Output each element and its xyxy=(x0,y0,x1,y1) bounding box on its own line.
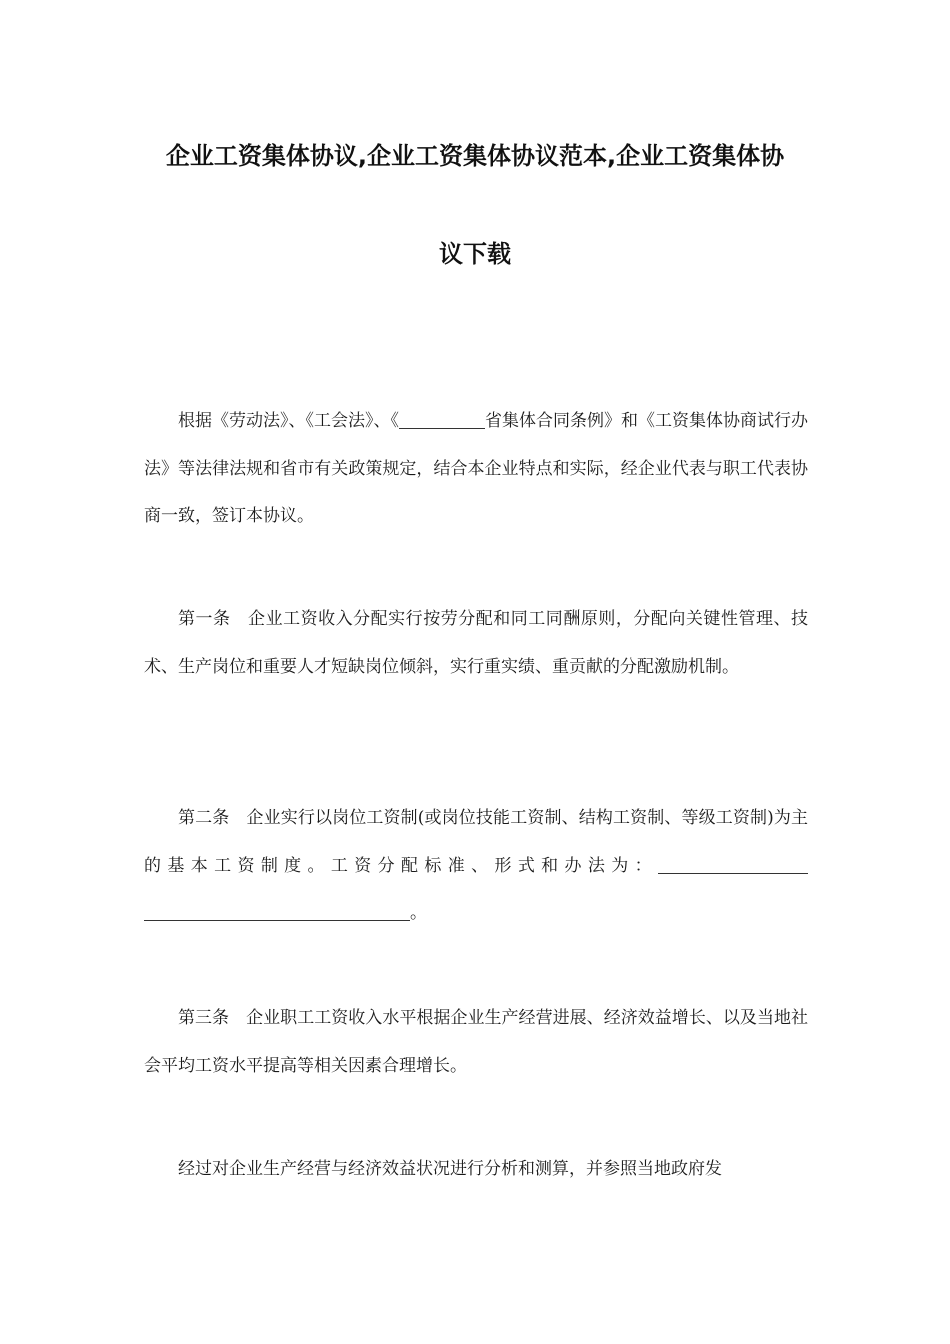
document-title-line-2: 议下载 xyxy=(439,240,511,268)
document-title-line-1: 企业工资集体协议,企业工资集体协议范本,企业工资集体协 xyxy=(165,142,785,170)
preamble-paragraph xyxy=(144,398,808,541)
article-2-end-punct: 。 xyxy=(410,903,427,923)
province-name-blank xyxy=(399,411,485,429)
wage-analysis-paragraph: 经过对企业生产经营与经济效益状况进行分析和测算，并参照当地政府发 xyxy=(178,1159,722,1179)
preamble-text-before-blank: 根据《劳动法》、《工会法》、《 xyxy=(178,411,399,431)
article-2-text: 第二条 企业实行以岗位工资制(或岗位技能工资制、结构工资制、等级工资制)为主的基本工资制度。工资分配标准、形式和办法为： xyxy=(144,808,808,876)
wage-method-blank-1 xyxy=(658,856,808,874)
preamble-text-after-blank: 省集体合同条例》和《工资集体协商试行办法》等法律法规和省市有关政策规定，结合本企业特点和实际，经企业代表与职工代表协商一致，签订本协议。 xyxy=(144,411,808,526)
wage-method-blank-2 xyxy=(144,903,410,921)
article-2-paragraph xyxy=(144,795,808,938)
article-1-paragraph: 第一条 企业工资收入分配实行按劳分配和同工同酬原则，分配向关键性管理、技术、生产岗位和重要人才短缺岗位倾斜，实行重实绩、重贡献的分配激励机制。 xyxy=(144,609,808,677)
article-3-paragraph: 第三条 企业职工工资收入水平根据企业生产经营进展、经济效益增长、以及当地社会平均工资水平提高等相关因素合理增长。 xyxy=(144,1008,808,1076)
